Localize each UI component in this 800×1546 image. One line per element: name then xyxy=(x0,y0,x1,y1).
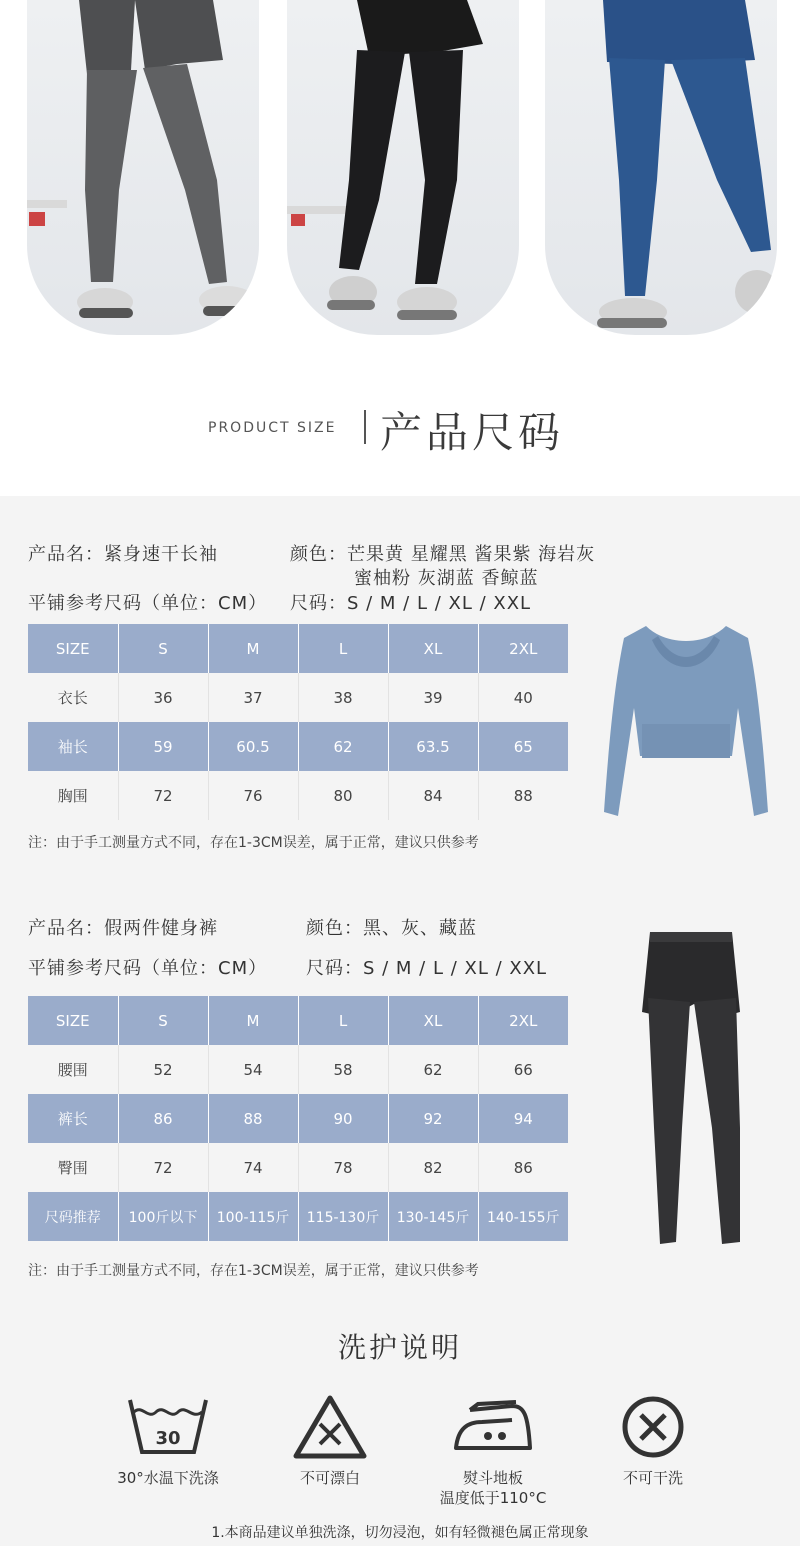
table-cell: 衣长 xyxy=(28,673,118,722)
care-label: 30°水温下洗涤 xyxy=(117,1469,219,1487)
table-cell: 130-145斤 xyxy=(388,1192,478,1241)
top-measure-note: 注：由于手工测量方式不同，存在1-3CM误差，属于正常，建议只供参考 xyxy=(28,835,479,851)
grey-pants-photo xyxy=(27,0,259,335)
table-cell: 袖长 xyxy=(28,722,118,771)
table-cell: S xyxy=(118,996,208,1045)
care-label-line1: 熨斗地板 xyxy=(462,1469,523,1487)
table-cell: 76 xyxy=(208,771,298,820)
table-cell: 39 xyxy=(388,673,478,722)
table-row xyxy=(28,771,568,820)
table-cell: 37 xyxy=(208,673,298,722)
navy-pants-photo xyxy=(545,0,777,335)
wash-temp-badge: 30 xyxy=(155,1428,181,1449)
table-row xyxy=(28,1192,568,1241)
header-chinese-title: 产品尺码 xyxy=(380,408,565,457)
table-cell: 65 xyxy=(478,722,568,771)
table-cell: 62 xyxy=(298,722,388,771)
top-product-name: 产品名：紧身速干长袖 xyxy=(28,544,218,565)
table-cell: 90 xyxy=(298,1094,388,1143)
iron-low-icon xyxy=(448,1392,538,1462)
top-size-reference: 平铺参考尺码（单位：CM） xyxy=(28,593,268,614)
table-cell: 115-130斤 xyxy=(298,1192,388,1241)
table-cell: SIZE xyxy=(28,624,118,673)
care-label: 不可漂白 xyxy=(299,1469,360,1487)
table-cell: 100斤以下 xyxy=(118,1192,208,1241)
table-cell: 78 xyxy=(298,1143,388,1192)
pants-size-reference: 平铺参考尺码（单位：CM） xyxy=(28,958,268,979)
table-cell: 63.5 xyxy=(388,722,478,771)
table-cell: 88 xyxy=(478,771,568,820)
black-pants-photo xyxy=(287,0,519,335)
pants-measure-note: 注：由于手工测量方式不同，存在1-3CM误差，属于正常，建议只供参考 xyxy=(28,1263,479,1279)
table-cell: L xyxy=(298,996,388,1045)
product-size-header xyxy=(0,340,800,496)
pants-size-table xyxy=(28,996,568,1241)
table-cell: 72 xyxy=(118,1143,208,1192)
table-cell: 66 xyxy=(478,1045,568,1094)
long-sleeve-top-image xyxy=(596,616,776,826)
care-item-dry-clean xyxy=(578,1392,728,1488)
table-cell: 140-155斤 xyxy=(478,1192,568,1241)
pants-colors: 颜色：黑、灰、藏蓝 xyxy=(306,918,477,939)
table-cell: SIZE xyxy=(28,996,118,1045)
table-cell: 2XL xyxy=(478,996,568,1045)
care-item-wash xyxy=(93,1392,243,1488)
table-cell: 59 xyxy=(118,722,208,771)
top-size-list: 尺码：S / M / L / XL / XXL xyxy=(290,593,532,614)
table-cell: 60.5 xyxy=(208,722,298,771)
table-cell: 88 xyxy=(208,1094,298,1143)
no-bleach-icon xyxy=(290,1392,370,1462)
table-cell: 胸围 xyxy=(28,771,118,820)
table-cell: 尺码推荐 xyxy=(28,1192,118,1241)
size-info-section xyxy=(0,496,800,1546)
header-english-title: PRODUCT SIZE xyxy=(208,420,337,436)
table-cell: 86 xyxy=(118,1094,208,1143)
two-in-one-pants-image xyxy=(628,928,758,1248)
table-row xyxy=(28,673,568,722)
table-cell: 80 xyxy=(298,771,388,820)
table-row xyxy=(28,624,568,673)
table-cell: 52 xyxy=(118,1045,208,1094)
pants-product-name: 产品名：假两件健身裤 xyxy=(28,918,218,939)
table-row xyxy=(28,1094,568,1143)
care-footer-note: 1.本商品建议单独洗涤，切勿浸泡，如有轻微褪色属正常现象 xyxy=(211,1525,589,1541)
table-cell: M xyxy=(208,996,298,1045)
table-cell: XL xyxy=(388,624,478,673)
wash-30-icon xyxy=(122,1392,214,1462)
table-cell: 58 xyxy=(298,1045,388,1094)
care-label-line2: 温度低于110°C xyxy=(439,1489,547,1507)
top-colors-line2: 蜜柚粉 灰湖蓝 香鲸蓝 xyxy=(354,568,539,589)
header-divider xyxy=(364,410,366,444)
table-row xyxy=(28,1045,568,1094)
table-cell: 86 xyxy=(478,1143,568,1192)
pants-size-list: 尺码：S / M / L / XL / XXL xyxy=(306,958,548,979)
table-cell: 92 xyxy=(388,1094,478,1143)
care-item-bleach xyxy=(255,1392,405,1488)
no-dry-clean-icon xyxy=(618,1392,688,1462)
care-title: 洗护说明 xyxy=(337,1331,462,1364)
table-cell: 38 xyxy=(298,673,388,722)
table-row xyxy=(28,1143,568,1192)
table-cell: M xyxy=(208,624,298,673)
top-colors-line1: 颜色：芒果黄 星耀黑 酱果紫 海岩灰 xyxy=(290,544,596,565)
table-row xyxy=(28,996,568,1045)
table-cell: XL xyxy=(388,996,478,1045)
table-cell: 62 xyxy=(388,1045,478,1094)
table-cell: 36 xyxy=(118,673,208,722)
table-cell: 82 xyxy=(388,1143,478,1192)
table-cell: 84 xyxy=(388,771,478,820)
table-cell: 74 xyxy=(208,1143,298,1192)
table-cell: S xyxy=(118,624,208,673)
table-cell: 裤长 xyxy=(28,1094,118,1143)
table-cell: 腰围 xyxy=(28,1045,118,1094)
care-item-iron xyxy=(418,1392,568,1508)
table-cell: 100-115斤 xyxy=(208,1192,298,1241)
table-cell: 40 xyxy=(478,673,568,722)
table-cell: 72 xyxy=(118,771,208,820)
top-size-table xyxy=(28,624,568,820)
table-cell: 94 xyxy=(478,1094,568,1143)
table-cell: 2XL xyxy=(478,624,568,673)
table-cell: 臀围 xyxy=(28,1143,118,1192)
table-cell: 54 xyxy=(208,1045,298,1094)
table-row xyxy=(28,722,568,771)
table-cell: L xyxy=(298,624,388,673)
care-label: 不可干洗 xyxy=(622,1469,683,1487)
product-photo-strip xyxy=(0,0,800,340)
